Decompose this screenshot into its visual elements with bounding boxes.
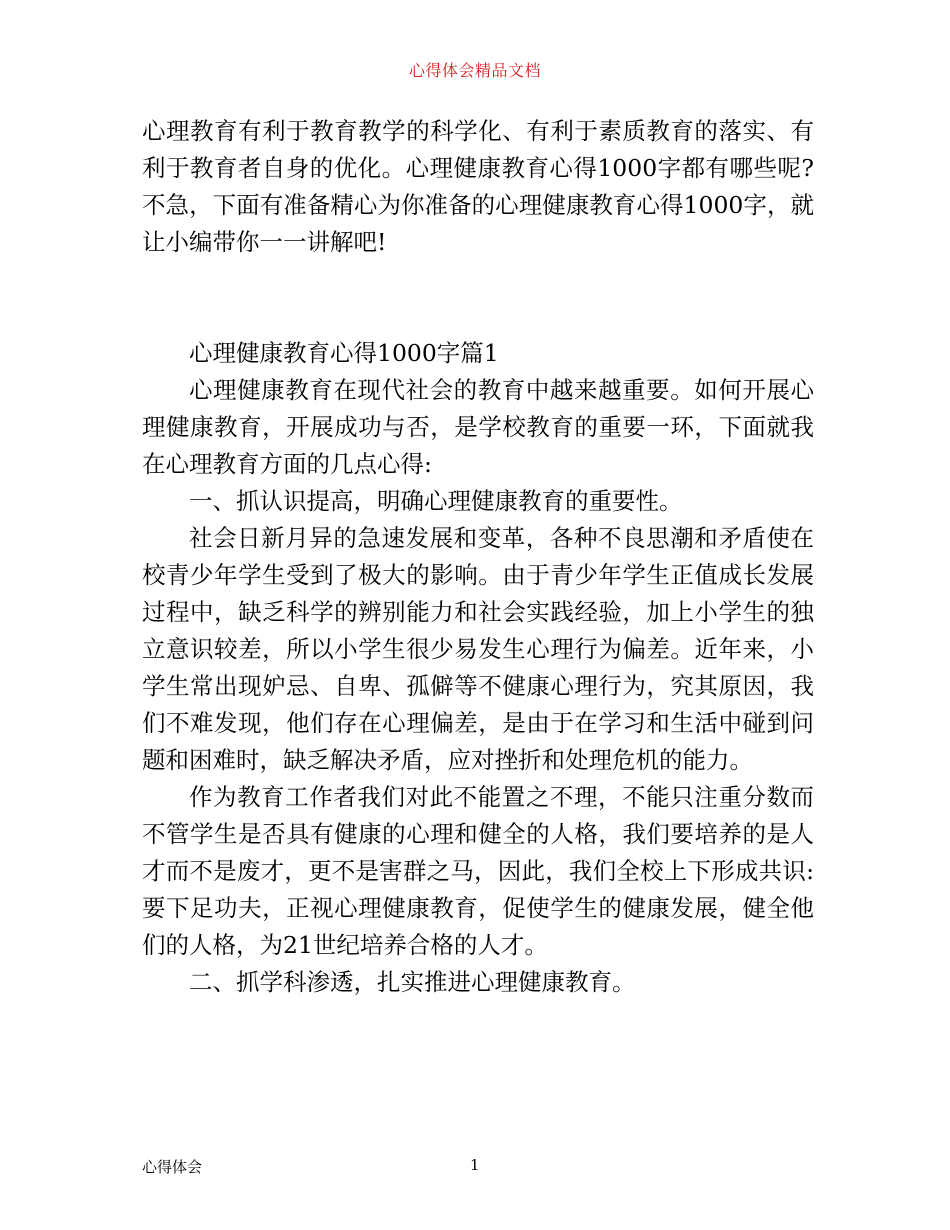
document-header-title: 心得体会精品文档 (408, 61, 541, 80)
section-heading-2: 二、抓学科渗透，扎实推进心理健康教育。 (189, 968, 636, 996)
section-title: 心理健康教育心得1000字篇1 (189, 339, 499, 367)
body-paragraph-2: 社会日新月异的急速发展和变革，各种不良思潮和矛盾使在校青少年学生受到了极大的影响。由于青少年学生正值成长发展过程中，缺乏科学的辨别能力和社会实践经验，加上小学生的独立意识较差，所以小学生很少易发生心理行为偏差。近年来，小学生常出现妒忌、自卑、孤僻等不健康心理行为，究其原因，我们不难发现，他们存在心理偏差，是由于在学习和生活中碰到问题和困难时，缺乏解决矛盾，应对挫折和处理危机的能力。 (142, 524, 814, 774)
footer-label: 心得体会 (142, 1158, 203, 1176)
section-heading-1: 一、抓认识提高，明确心理健康教育的重要性。 (189, 487, 683, 515)
body-paragraph-3: 作为教育工作者我们对此不能置之不理，不能只注重分数而不管学生是否具有健康的心理和健全的人格，我们要培养的是人才而不是废才，更不是害群之马，因此，我们全校上下形成共识:要下足功夫，正视心理健康教育，促使学生的健康发展，健全他们的人格，为21世纪培养合格的人才。 (142, 783, 814, 959)
document-body (142, 113, 814, 1001)
page-number: 1 (470, 1156, 480, 1174)
paragraph-spacer (142, 261, 814, 335)
intro-paragraph: 心理教育有利于教育教学的科学化、有利于素质教育的落实、有利于教育者自身的优化。心理健康教育心得1000字都有哪些呢?不急，下面有准备精心为你准备的心理健康教育心得1000字，就让小编带你一一讲解吧! (142, 117, 814, 256)
body-paragraph-1: 心理健康教育在现代社会的教育中越来越重要。如何开展心理健康教育，开展成功与否，是学校教育的重要一环，下面就我在心理教育方面的几点心得: (142, 376, 814, 478)
